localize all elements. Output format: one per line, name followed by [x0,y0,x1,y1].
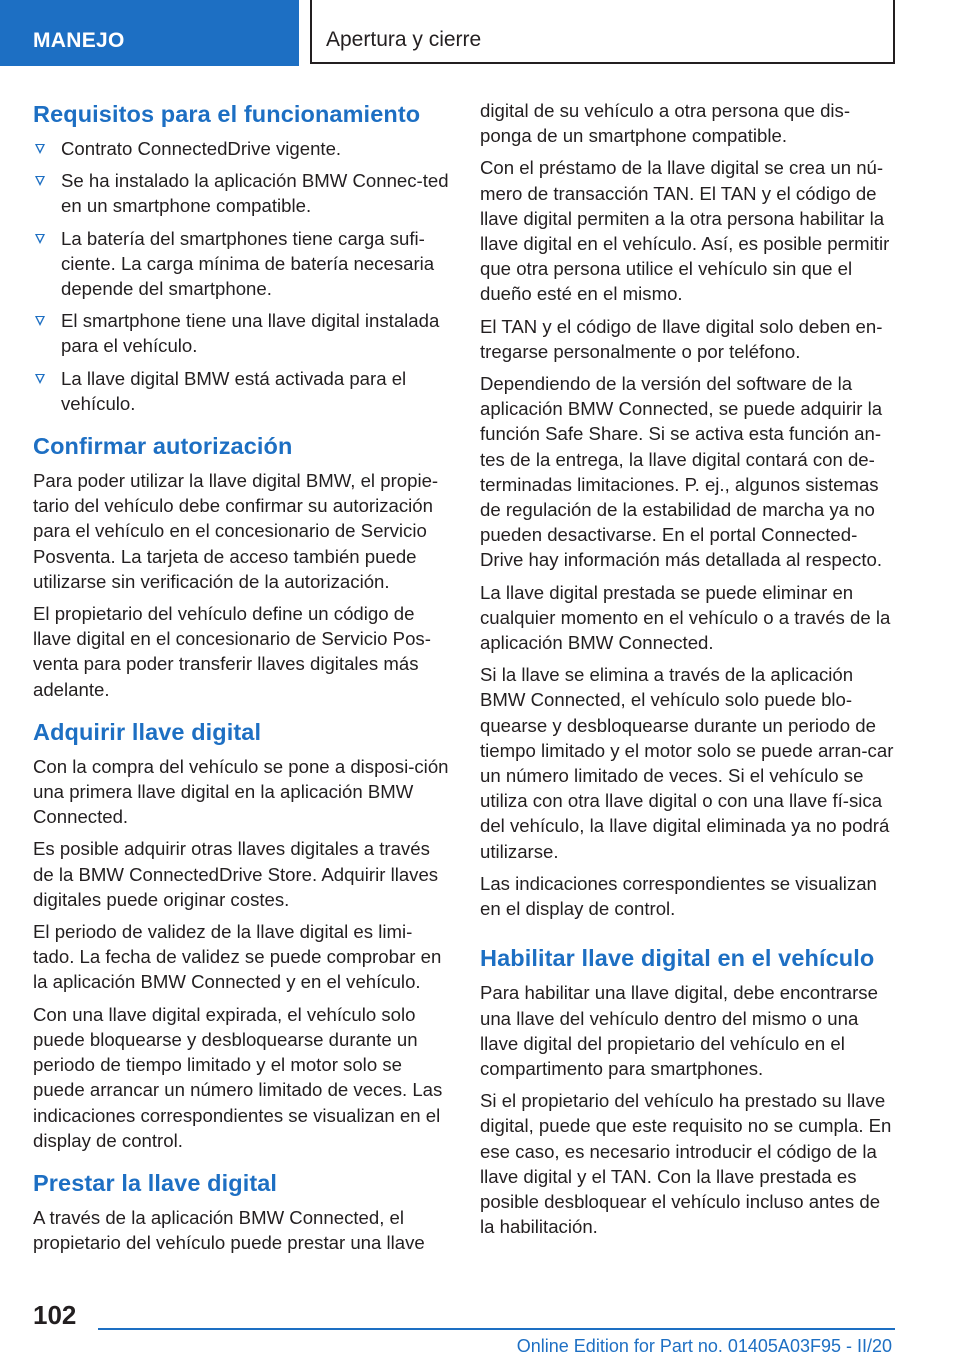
triangle-bullet-icon [35,144,45,154]
paragraph: Las indicaciones correspondientes se visualizan en el display de control. [480,872,877,920]
triangle-bullet-icon [35,374,45,384]
heading-confirmar: Confirmar autorización [33,433,293,460]
paragraph: Con el préstamo de la llave digital se crea un nú-mero de transacción TAN. El TAN y el código de llave digital permiten a la otra persona habilitar la llave digital en el vehículo. Así, es posible permitir que otra persona utilice el vehículo sin que el dueño esté en el mismo. [480,157,890,305]
list-item-text: La batería del smartphones tiene carga sufi-ciente. La carga mínima de batería necesaria depende del smartphone. [61,227,435,300]
chapter-title: Apertura y cierre [310,0,895,64]
paragraph: Es posible adquirir otras llaves digitales a través de la BMW ConnectedDrive Store. Adquirir llaves digitales puede originar costes. [33,838,439,910]
left-column [33,98,450,1269]
paragraph: A través de la aplicación BMW Connected, el propietario del vehículo puede prestar una llave [33,1206,425,1254]
paragraph: Si la llave se elimina a través de la aplicación BMW Connected, el vehículo solo puede blo-quearse y desbloquearse durante un periodo de tiempo limitado y el motor solo se puede arran-car un número limitado de veces. Si el vehículo se utiliza con otra llave digital o con una llave fí-sica del vehículo, la llave digital eliminada ya no podrá utilizarse. [480,664,894,862]
paragraph: El periodo de validez de la llave digital es limi-tado. La fecha de validez se puede comprobar en la aplicación BMW Connected y en el vehículo. [33,921,442,993]
triangle-bullet-icon [35,176,45,186]
list-item [33,366,450,416]
paragraph: Para poder utilizar la llave digital BMW, el propie-tario del vehículo debe confirmar su autorización para el vehículo en el concesionario de Servicio Posventa. La tarjeta de acceso también puede utilizarse sin verificación de la autorización. [33,470,439,592]
section-confirmar [33,430,450,702]
paragraph: Dependiendo de la versión del software de la aplicación BMW Connected, se puede adquirir la función Safe Share. Si se activa esta función an-tes de la entrega, la llave digital contará con de-terminadas limitaciones. P. ej., algunos sistemas de regulación de la estabilidad de marcha ya no pueden desactivarse. En el portal Connected-Drive hay información más detallada al respecto. [480,373,883,571]
list-item [33,136,450,161]
section-tab: MANEJO [0,0,299,66]
heading-habilitar: Habilitar llave digital en el vehículo [480,945,875,972]
paragraph: Con la compra del vehículo se pone a disposi-ción una primera llave digital en la aplicación BMW Connected. [33,755,449,828]
paragraph: La llave digital prestada se puede eliminar en cualquier momento en el vehículo o a través de la aplicación BMW Connected. [480,581,891,654]
paragraph: Para habilitar una llave digital, debe encontrarse una llave del vehículo dentro del mismo o una llave digital del propietario del vehículo en el compartimento para smartphones. [480,982,878,1079]
list-item [33,226,450,302]
list-item-text: La llave digital BMW está activada para el vehículo. [61,367,407,414]
edition-note: Online Edition for Part no. 01405A03F95 - II/20 [516,1336,892,1356]
footer-divider [98,1328,895,1330]
right-column [480,98,898,1253]
section-habilitar [480,942,898,1239]
list-item-text: Contrato ConnectedDrive vigente. [61,138,342,159]
page-number: 102 [33,1300,77,1330]
paragraph: El propietario del vehículo define un código de llave digital en el concesionario de Servicio Pos-venta para poder transferir llaves digitales más adelante. [33,603,431,700]
list-item [33,168,450,218]
section-adquirir [33,716,450,1153]
list-item-text: Se ha instalado la aplicación BMW Connec-ted en un smartphone compatible. [61,170,449,217]
triangle-bullet-icon [35,234,45,244]
list-item-text: El smartphone tiene una llave digital instalada para el vehículo. [61,310,440,357]
heading-requisitos: Requisitos para el funcionamiento [33,101,421,127]
paragraph: El TAN y el código de llave digital solo deben en-tregarse personalmente o por teléfono. [480,315,883,362]
section-requisitos [33,98,450,416]
paragraph: Si el propietario del vehículo ha prestado su llave digital, puede que este requisito no se cumpla. En ese caso, es necesario introducir el código de la llave digital y el TAN. Con la llave prestada es posible desbloquear el vehículo incluso antes de la habilitación. [480,1090,892,1238]
list-item [33,308,450,358]
section-prestar [33,1167,450,1255]
paragraph: Con una llave digital expirada, el vehículo solo puede bloquearse y desbloquearse durante un periodo de tiempo limitado y el motor solo se puede arrancar un número limitado de veces. Las indicaciones correspondientes se visualizan en el display de control. [33,1003,443,1151]
triangle-bullet-icon [35,316,45,326]
paragraph: digital de su vehículo a otra persona que dis-ponga de un smartphone compatible. [480,100,851,147]
requirements-list [33,136,450,416]
heading-adquirir: Adquirir llave digital [33,718,262,745]
heading-prestar: Prestar la llave digital [33,1169,278,1196]
